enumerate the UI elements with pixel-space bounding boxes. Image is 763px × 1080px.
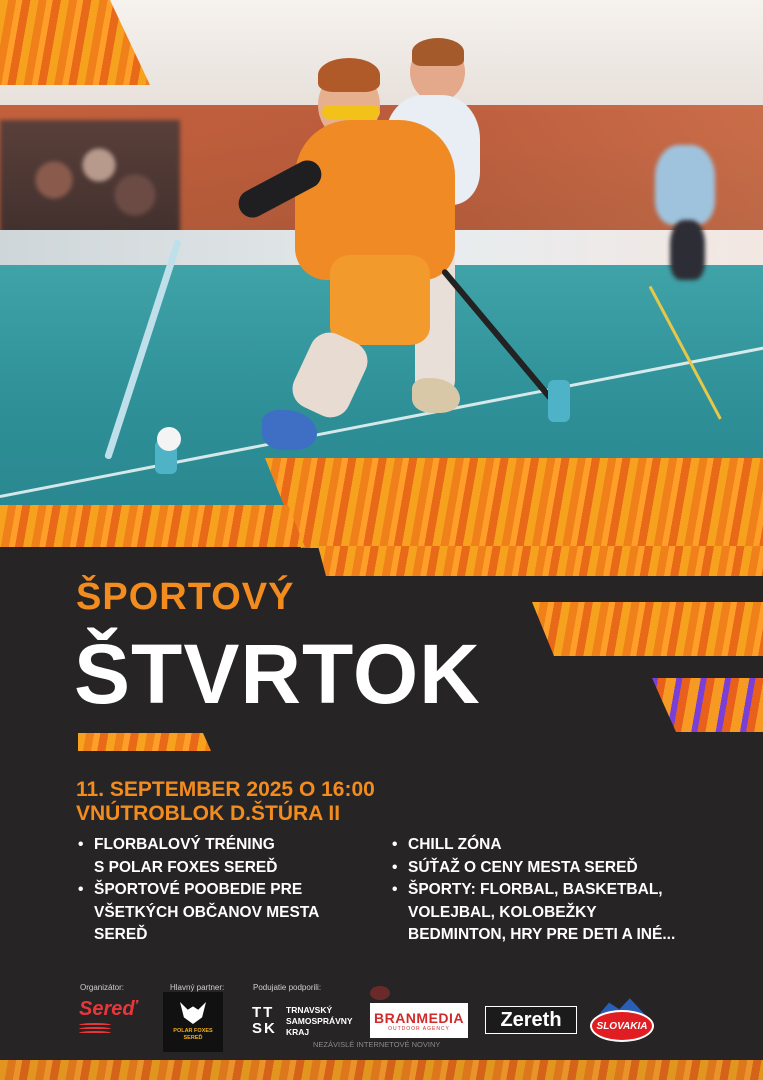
- activity-item-continued: [78, 857, 319, 880]
- stripe-underline: [78, 733, 211, 751]
- slovakia-logo: [590, 996, 654, 1044]
- sered-logo: [79, 998, 147, 1040]
- activity-item-continued: [78, 902, 319, 925]
- background-player-legs: [670, 220, 705, 280]
- event-title-small: ŠPORTOVÝ: [76, 576, 295, 618]
- branmedia-logo: [370, 1003, 468, 1038]
- activity-item-continued: [78, 924, 319, 947]
- sered-news-logo: [370, 986, 400, 1000]
- activity-item: [392, 834, 675, 857]
- slovakia-badge: [590, 1010, 654, 1042]
- bullet-icon: •: [78, 836, 84, 853]
- activity-text: CHILL ZÓNA: [408, 836, 502, 853]
- activity-item: [78, 834, 319, 857]
- activities-right-list: [392, 834, 675, 947]
- bullet-icon: •: [392, 881, 398, 898]
- bullet-icon: •: [392, 836, 398, 853]
- activity-item-continued: [392, 924, 675, 947]
- sered-news-tagline: NEZÁVISLÉ INTERNETOVÉ NOVINY: [313, 1040, 441, 1049]
- activity-item: [392, 879, 675, 902]
- sered-logo-text: Sereď: [79, 998, 138, 1020]
- activity-text: VOLEJBAL, KOLOBEŽKY: [408, 903, 597, 921]
- activity-item: [78, 879, 319, 902]
- activity-item: [392, 857, 675, 880]
- organizer-label: Organizátor:: [80, 983, 125, 992]
- stripe-right-1: [532, 602, 763, 656]
- stripe-band-left: [0, 505, 305, 547]
- slovakia-text: SLOVAKIA: [596, 1020, 648, 1032]
- polar-foxes-logo: [163, 992, 223, 1052]
- bullet-icon: •: [392, 858, 398, 876]
- floorball-stick-blade: [548, 380, 570, 422]
- ttsk-logo: [252, 1004, 352, 1042]
- player-orange-shorts: [330, 255, 430, 345]
- stripe-bottom: [0, 1060, 763, 1080]
- stripe-band-upper: [265, 458, 763, 548]
- player-orange-hair: [318, 58, 380, 92]
- ttsk-text-2: SAMOSPRÁVNY: [286, 1016, 353, 1026]
- activity-text: S POLAR FOXES SEREĎ: [94, 858, 278, 876]
- activity-text: ŠPORTY: FLORBAL, BASKETBAL,: [408, 881, 663, 898]
- bullet-icon: •: [78, 881, 84, 898]
- activity-text: FLORBALOVÝ TRÉNING: [94, 836, 275, 853]
- ttsk-letters-top: TT: [252, 1004, 275, 1021]
- floorball-ball: [157, 427, 181, 451]
- activity-text: SEREĎ: [94, 926, 148, 943]
- player-orange-goggles: [322, 105, 380, 119]
- activity-text: ŠPORTOVÉ POOBEDIE PRE: [94, 881, 303, 898]
- activity-text: VŠETKÝCH OBČANOV MESTA: [94, 903, 320, 921]
- supporters-label: Podujatie podporili:: [253, 983, 322, 992]
- activity-text: SÚŤAŽ O CENY MESTA SEREĎ: [408, 858, 638, 876]
- fox-icon: [180, 1002, 206, 1024]
- zereth-text: Zereth: [500, 1008, 562, 1031]
- player-white-hair: [412, 38, 464, 66]
- branmedia-text: BRANMEDIA: [373, 1009, 465, 1026]
- branmedia-tagline: OUTDOOR AGENCY: [388, 1025, 450, 1032]
- sered-news-icon: [370, 986, 390, 1000]
- polar-foxes-text: POLAR FOXES SEREĎ: [173, 1028, 213, 1041]
- main-partner-label: Hlavný partner:: [170, 983, 225, 992]
- sered-wave-icon: [79, 1031, 111, 1035]
- stripe-band-lower: [318, 546, 763, 576]
- ttsk-text-1: TRNAVSKÝ: [286, 1005, 333, 1015]
- activity-text: BEDMINTON, HRY PRE DETI A INÉ...: [408, 926, 676, 943]
- activity-item-continued: [392, 902, 675, 925]
- ttsk-text-3: KRAJ: [286, 1027, 310, 1037]
- event-location: VNÚTROBLOK D.ŠTÚRA II: [76, 802, 341, 825]
- activities-left-list: [78, 834, 319, 947]
- zereth-logo: [485, 1006, 577, 1034]
- background-player: [655, 145, 715, 225]
- event-title-big: ŠTVRTOK: [74, 627, 481, 721]
- ttsk-letters-bottom: SK: [252, 1020, 277, 1037]
- event-date-time: 11. SEPTEMBER 2025 O 16:00: [76, 778, 375, 801]
